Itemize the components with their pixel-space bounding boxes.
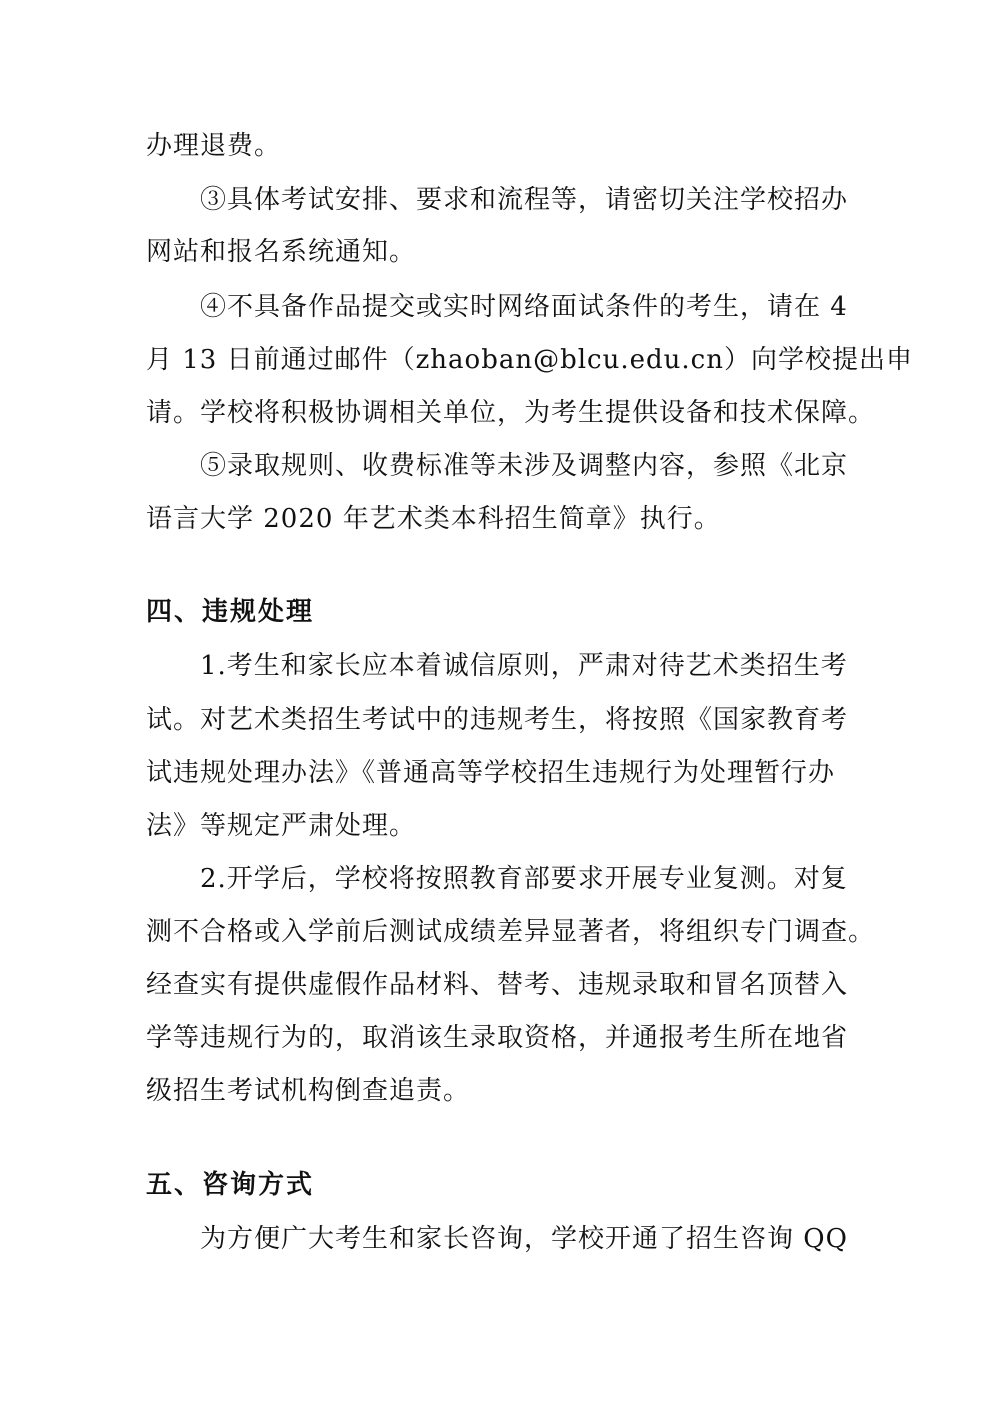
paragraph-line: 办理退费。 xyxy=(146,131,282,161)
paragraph-line: 试违规处理办法》《普通高等学校招生违规行为处理暂行办 xyxy=(146,758,836,788)
section-heading: 四、违规处理 xyxy=(146,597,315,627)
paragraph-line: ③具体考试安排、要求和流程等，请密切关注学校招办 xyxy=(200,185,849,215)
paragraph-line: 经查实有提供虚假作品材料、替考、违规录取和冒名顶替入 xyxy=(146,970,849,1000)
paragraph-line: 1.考生和家长应本着诚信原则，严肃对待艺术类招生考 xyxy=(200,651,848,681)
paragraph-line: 月 13 日前通过邮件（zhaoban@blcu.edu.cn）向学校提出申 xyxy=(146,345,913,375)
paragraph-line: ④不具备作品提交或实时网络面试条件的考生，请在 4 xyxy=(200,292,848,322)
paragraph-line: 测不合格或入学前后测试成绩差异显著者，将组织专门调查。 xyxy=(146,917,876,947)
paragraph-line: 2.开学后，学校将按照教育部要求开展专业复测。对复 xyxy=(200,864,848,894)
paragraph-line: ⑤录取规则、收费标准等未涉及调整内容，参照《北京 xyxy=(200,451,849,481)
paragraph-line: 为方便广大考生和家长咨询，学校开通了招生咨询 QQ xyxy=(200,1224,848,1254)
paragraph-line: 学等违规行为的，取消该生录取资格，并通报考生所在地省 xyxy=(146,1023,849,1053)
paragraph-line: 试。对艺术类招生考试中的违规考生，将按照《国家教育考 xyxy=(146,705,849,735)
paragraph-line: 级招生考试机构倒查追责。 xyxy=(146,1076,471,1106)
paragraph-line: 法》等规定严肃处理。 xyxy=(146,811,417,841)
section-heading: 五、咨询方式 xyxy=(146,1170,315,1200)
paragraph-line: 语言大学 2020 年艺术类本科招生简章》执行。 xyxy=(146,504,721,534)
paragraph-line: 网站和报名系统通知。 xyxy=(146,237,417,267)
paragraph-line: 请。学校将积极协调相关单位，为考生提供设备和技术保障。 xyxy=(146,398,876,428)
